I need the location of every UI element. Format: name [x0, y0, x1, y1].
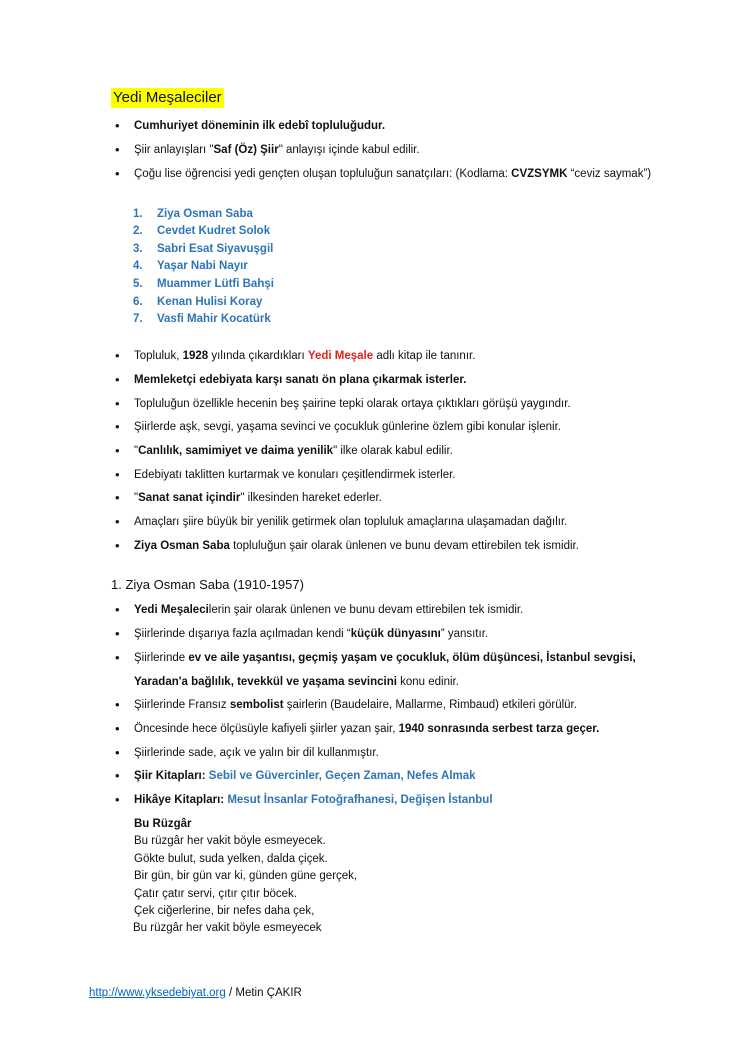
- bullet-icon: •: [115, 538, 120, 553]
- text: " ilkesinden hareket ederler.: [240, 492, 382, 504]
- bullet-icon: •: [115, 792, 120, 807]
- text: Öncesinde hece ölçüsüyle kafiyeli şiirler yazan şair,: [134, 723, 399, 735]
- bold-text: sembolist: [229, 699, 284, 711]
- bullet-icon: •: [115, 490, 120, 505]
- bold-text: Yedi Meşaleci: [134, 604, 209, 616]
- bullet-icon: •: [115, 721, 120, 736]
- text: Şiirlerde aşk, sevgi, yaşama sevinci ve çocukluk günlerine özlem gibi konular işlenir.: [134, 421, 561, 433]
- bullet-icon: •: [115, 419, 120, 434]
- bold-text: Ziya Osman Saba: [134, 540, 230, 552]
- bullet-icon: •: [115, 626, 120, 641]
- page-title: Yedi Meşaleciler: [113, 89, 222, 106]
- section-title: 1. Ziya Osman Saba (1910-1957): [111, 577, 304, 592]
- bullet-icon: •: [115, 514, 120, 529]
- poem-line: Gökte bulut, suda yelken, dalda çiçek.: [134, 853, 328, 865]
- book-list: Mesut İnsanlar Fotoğrafhanesi, Değişen İstanbul: [227, 794, 493, 806]
- poem-line: Bu rüzgâr her vakit böyle esmeyecek: [133, 922, 322, 934]
- text: Çoğu lise öğrencisi yedi gençten oluşan topluluğun sanatçıları: (Kodlama:: [134, 168, 512, 180]
- bullet-icon: •: [115, 768, 120, 783]
- list-number: 3.: [133, 243, 143, 255]
- text: " anlayışı içinde kabul edilir.: [278, 144, 420, 156]
- text: " ilke olarak kabul edilir.: [333, 445, 453, 457]
- bold-text: Cumhuriyet döneminin ilk edebî topluluğudur.: [134, 120, 386, 132]
- bullet-icon: •: [115, 602, 120, 617]
- text: topluluğun şair olarak ünlenen ve bunu devam ettirebilen tek ismidir.: [229, 540, 579, 552]
- bold-text: Memleketçi edebiyata karşı sanatı ön plana çıkarmak isterler.: [134, 374, 467, 386]
- bullet-icon: •: [115, 348, 120, 363]
- bold-text: ev ve aile yaşantısı, geçmiş yaşam ve çocukluk, ölüm düşüncesi, İstanbul sevgisi,: [188, 652, 636, 664]
- list-number: 1.: [133, 208, 143, 220]
- bold-text: Sanat sanat içindir: [138, 492, 241, 504]
- bold-text: 1928: [182, 350, 209, 362]
- text: ": [134, 492, 139, 504]
- text: Topluluk,: [134, 350, 183, 362]
- text: lerin şair olarak ünlenen ve bunu devam ettirebilen tek ismidir.: [208, 604, 524, 616]
- text: Şiirlerinde: [134, 652, 189, 664]
- bullet-icon: •: [115, 118, 120, 133]
- bullet-icon: •: [115, 697, 120, 712]
- text: Edebiyatı taklitten kurtarmak ve konuları çeşitlendirmek isterler.: [134, 469, 456, 481]
- text: Şiirlerinde dışarıya fazla açılmadan kendi “: [134, 628, 351, 640]
- bold-text: Saf (Öz) Şiir: [213, 144, 279, 156]
- bullet-icon: •: [115, 467, 120, 482]
- footer: [89, 985, 302, 1001]
- poem-title: Bu Rüzgâr: [134, 818, 192, 830]
- text: Şiirlerinde sade, açık ve yalın bir dil kullanmıştır.: [134, 747, 379, 759]
- bullet-icon: •: [115, 745, 120, 760]
- list-number: 7.: [133, 313, 143, 325]
- bold-text: Canlılık, samimiyet ve daima yenilik: [138, 445, 334, 457]
- list-number: 6.: [133, 296, 143, 308]
- poem-line: Çatır çatır servi, çıtır çıtır böcek.: [134, 888, 297, 900]
- bold-text: Şiir Kitapları:: [134, 770, 209, 782]
- bullet-icon: •: [115, 142, 120, 157]
- member-name: Sabri Esat Siyavuşgil: [157, 243, 274, 255]
- poem-line: Bu rüzgâr her vakit böyle esmeyecek.: [134, 835, 326, 847]
- bold-text: CVZSYMK: [511, 168, 568, 180]
- bullet-icon: •: [115, 372, 120, 387]
- bullet-icon: •: [115, 396, 120, 411]
- member-name: Muammer Lütfi Bahşi: [157, 278, 274, 290]
- bullet-icon: •: [115, 650, 120, 665]
- text: Topluluğun özellikle hecenin beş şairine tepki olarak ortaya çıktıkları görüşü yaygındır.: [134, 398, 571, 410]
- text: yılında çıkardıkları: [208, 350, 308, 362]
- text: ": [134, 445, 139, 457]
- bold-text: küçük dünyasını: [350, 628, 441, 640]
- text: konu edinir.: [396, 676, 459, 688]
- bullet-icon: •: [115, 443, 120, 458]
- book-list: Sebil ve Güvercinler, Geçen Zaman, Nefes Almak: [208, 770, 476, 782]
- member-name: Kenan Hulisi Koray: [157, 296, 263, 308]
- text: Amaçları şiire büyük bir yenilik getirmek olan topluluk amaçlarına ulaşamadan dağılır.: [134, 516, 568, 528]
- highlight-text: Yedi Meşale: [307, 350, 374, 362]
- list-number: 5.: [133, 278, 143, 290]
- list-number: 2.: [133, 225, 143, 237]
- website-link[interactable]: http://www.yksedebiyat.org: [89, 987, 226, 999]
- poem-line: Bir gün, bir gün var ki, günden güne gerçek,: [134, 870, 358, 882]
- bold-text: Hikâye Kitapları:: [134, 794, 228, 806]
- bold-text: Yaradan'a bağlılık, tevekkül ve yaşama sevincini: [134, 676, 397, 688]
- list-number: 4.: [133, 260, 143, 272]
- author-text: / Metin ÇAKIR: [225, 987, 302, 999]
- bullet-icon: •: [115, 166, 120, 181]
- member-name: Vasfi Mahir Kocatürk: [157, 313, 271, 325]
- text: “ceviz saymak”): [567, 168, 652, 180]
- text: ” yansıtır.: [440, 628, 489, 640]
- member-name: Yaşar Nabi Nayır: [157, 260, 248, 272]
- member-name: Cevdet Kudret Solok: [157, 225, 271, 237]
- text: şairlerin (Baudelaire, Mallarme, Rimbaud) etkileri görülür.: [283, 699, 577, 711]
- text: Şiirlerinde Fransız: [134, 699, 230, 711]
- member-name: Ziya Osman Saba: [157, 208, 253, 220]
- text: Şiir anlayışları ": [134, 144, 214, 156]
- poem-line: Çek ciğerlerine, bir nefes daha çek,: [134, 905, 315, 917]
- bold-text: 1940 sonrasında serbest tarza geçer.: [398, 723, 600, 735]
- text: adlı kitap ile tanınır.: [373, 350, 476, 362]
